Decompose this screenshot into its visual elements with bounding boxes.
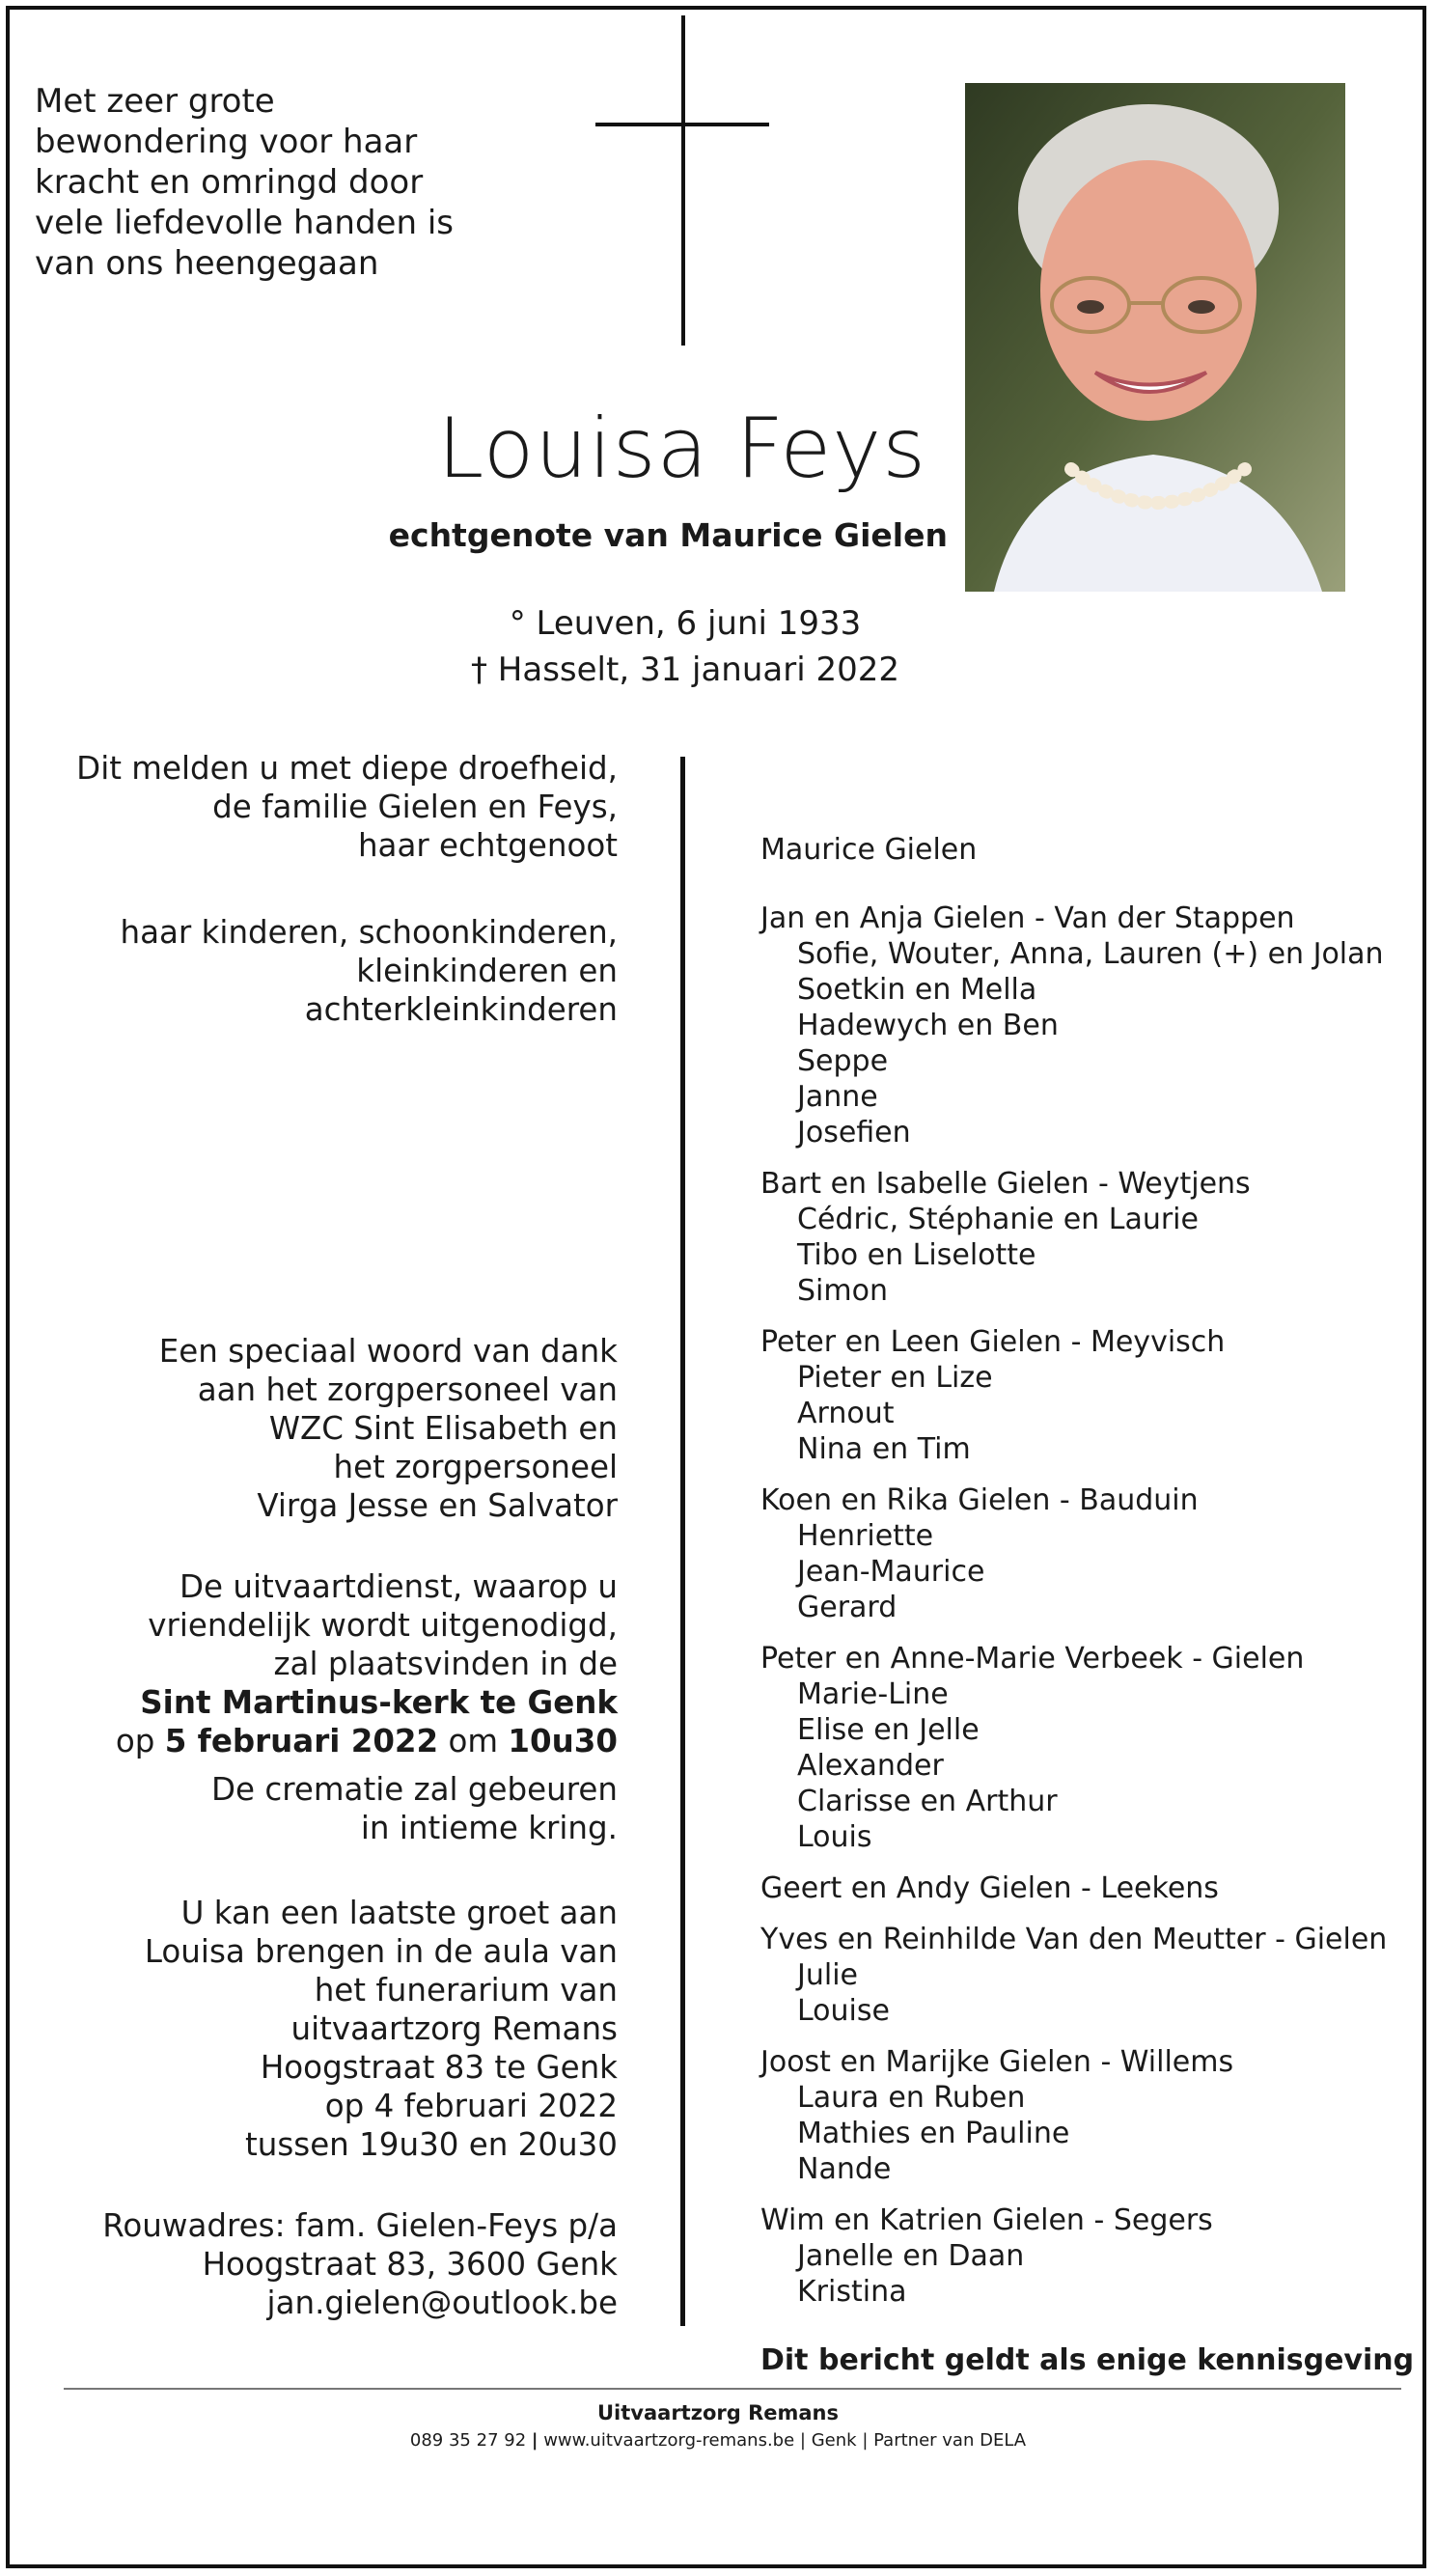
families-container — [760, 900, 1417, 2310]
family-head: Geert en Andy Gielen - Leekens — [760, 1871, 1219, 1905]
cremation-block: De crematie zal gebeuren in intieme kring. — [211, 1771, 618, 1846]
children-label-block: haar kinderen, schoonkinderen, kleinkinderen en achterkleinkinderen — [120, 914, 618, 1028]
family-group — [760, 1922, 1417, 2029]
family-member: Elise en Jelle — [797, 1713, 980, 1747]
address-block: Rouwadres: fam. Gielen-Feys p/a Hoogstraat 83, 3600 Genk jan.gielen@outlook.be — [29, 2206, 618, 2322]
service-datetime: op 5 februari 2022 om 10u30 — [115, 1723, 618, 1759]
spouse-line: echtgenote van Maurice Gielen — [388, 516, 948, 554]
family-member: Tibo en Liselotte — [797, 1238, 1036, 1272]
family-member: Nina en Tim — [797, 1432, 971, 1466]
family-member: Seppe — [797, 1044, 889, 1078]
husband-name: Maurice Gielen — [760, 833, 978, 867]
family-member: Janelle en Daan — [797, 2239, 1025, 2273]
family-member: Louise — [797, 1994, 890, 2028]
birth-line: ° Leuven, 6 juni 1933 — [509, 604, 862, 643]
family-head: Jan en Anja Gielen - Van der Stappen — [760, 901, 1295, 935]
intro-text: Met zeer grote bewondering voor haar kracht en omringd door vele liefdevolle handen is van ons heengegaan — [35, 82, 454, 283]
death-line: † Hasselt, 31 januari 2022 — [471, 651, 899, 689]
portrait-photo — [965, 83, 1345, 592]
family-list — [760, 832, 1417, 2378]
footer-url[interactable]: www.uitvaartzorg-remans.be — [543, 2430, 795, 2451]
family-member: Pieter en Lize — [797, 1361, 993, 1395]
family-group — [760, 2044, 1417, 2187]
family-member: Simon — [797, 1274, 888, 1308]
family-member: Marie-Line — [797, 1677, 949, 1711]
center-divider — [680, 757, 685, 2326]
cross-icon-bar — [595, 123, 769, 126]
family-member: Cédric, Stéphanie en Laurie — [797, 1203, 1199, 1236]
family-member: Nande — [797, 2152, 892, 2186]
thanks-block: Een speciaal woord van dank aan het zorgpersoneel van WZC Sint Elisabeth en het zorgpersoneel Virga Jesse en Salvator — [158, 1333, 618, 1524]
family-member: Arnout — [797, 1397, 895, 1430]
family-member: Kristina — [797, 2275, 907, 2309]
cross-icon — [681, 15, 685, 346]
family-member: Sofie, Wouter, Anna, Lauren (+) en Jolan — [797, 937, 1384, 971]
visit-block: U kan een laatste groet aan Louisa brengen in de aula van het funerarium van uitvaartzorg Remans Hoogstraat 83 te Genk op 4 februari 2022 tussen 19u30 en 20u30 — [144, 1895, 618, 2163]
family-member: Mathies en Pauline — [797, 2117, 1070, 2150]
life-dates — [290, 600, 1081, 693]
family-member: Laura en Ruben — [797, 2081, 1026, 2115]
family-head: Joost en Marijke Gielen - Willems — [760, 2045, 1234, 2079]
family-group — [760, 1166, 1417, 1309]
family-member: Clarisse en Arthur — [797, 1785, 1058, 1818]
footer-company: Uitvaartzorg Remans — [597, 2401, 839, 2424]
family-head: Wim en Katrien Gielen - Segers — [760, 2203, 1213, 2237]
deceased-name: Louisa Feys — [437, 401, 926, 497]
family-group — [760, 1870, 1417, 1906]
family-head: Yves en Reinhilde Van den Meutter - Gielen — [760, 1923, 1388, 1956]
family-member: Gerard — [797, 1591, 898, 1624]
family-member: Julie — [797, 1958, 858, 1992]
family-member: Alexander — [797, 1749, 944, 1783]
notice-line: Dit bericht geldt als enige kennisgeving — [760, 2343, 1415, 2377]
family-group — [760, 1324, 1417, 1467]
family-member: Josefien — [797, 1116, 911, 1150]
service-block: De uitvaartdienst, waarop u vriendelijk wordt uitgenodigd, zal plaatsvinden in de Sint Martinus-kerk te Genk op 5 februari 2022 om 10u30 — [29, 1567, 618, 1760]
family-member: Jean-Maurice — [797, 1555, 985, 1589]
family-member: Henriette — [797, 1519, 934, 1553]
family-member: Soetkin en Mella — [797, 973, 1037, 1007]
footer-contact: 089 35 27 92 | www.uitvaartzorg-remans.be | Genk | Partner van DELA — [409, 2430, 1027, 2451]
announce-block: Dit melden u met diepe droefheid, de familie Gielen en Feys, haar echtgenoot — [76, 750, 618, 864]
family-head: Koen en Rika Gielen - Bauduin — [760, 1483, 1199, 1517]
family-group — [760, 1482, 1417, 1625]
family-group — [760, 1641, 1417, 1855]
family-group — [760, 2202, 1417, 2310]
email-link[interactable]: jan.gielen@outlook.be — [266, 2285, 618, 2321]
family-head: Peter en Leen Gielen - Meyvisch — [760, 1325, 1226, 1359]
family-member: Louis — [797, 1820, 872, 1854]
family-member: Hadewych en Ben — [797, 1009, 1059, 1042]
family-head: Peter en Anne-Marie Verbeek - Gielen — [760, 1642, 1305, 1676]
family-head: Bart en Isabelle Gielen - Weytjens — [760, 1167, 1251, 1201]
family-group — [760, 900, 1417, 1150]
church-name: Sint Martinus-kerk te Genk — [140, 1684, 618, 1721]
family-member: Janne — [797, 1080, 878, 1114]
footer-divider — [64, 2388, 1401, 2390]
